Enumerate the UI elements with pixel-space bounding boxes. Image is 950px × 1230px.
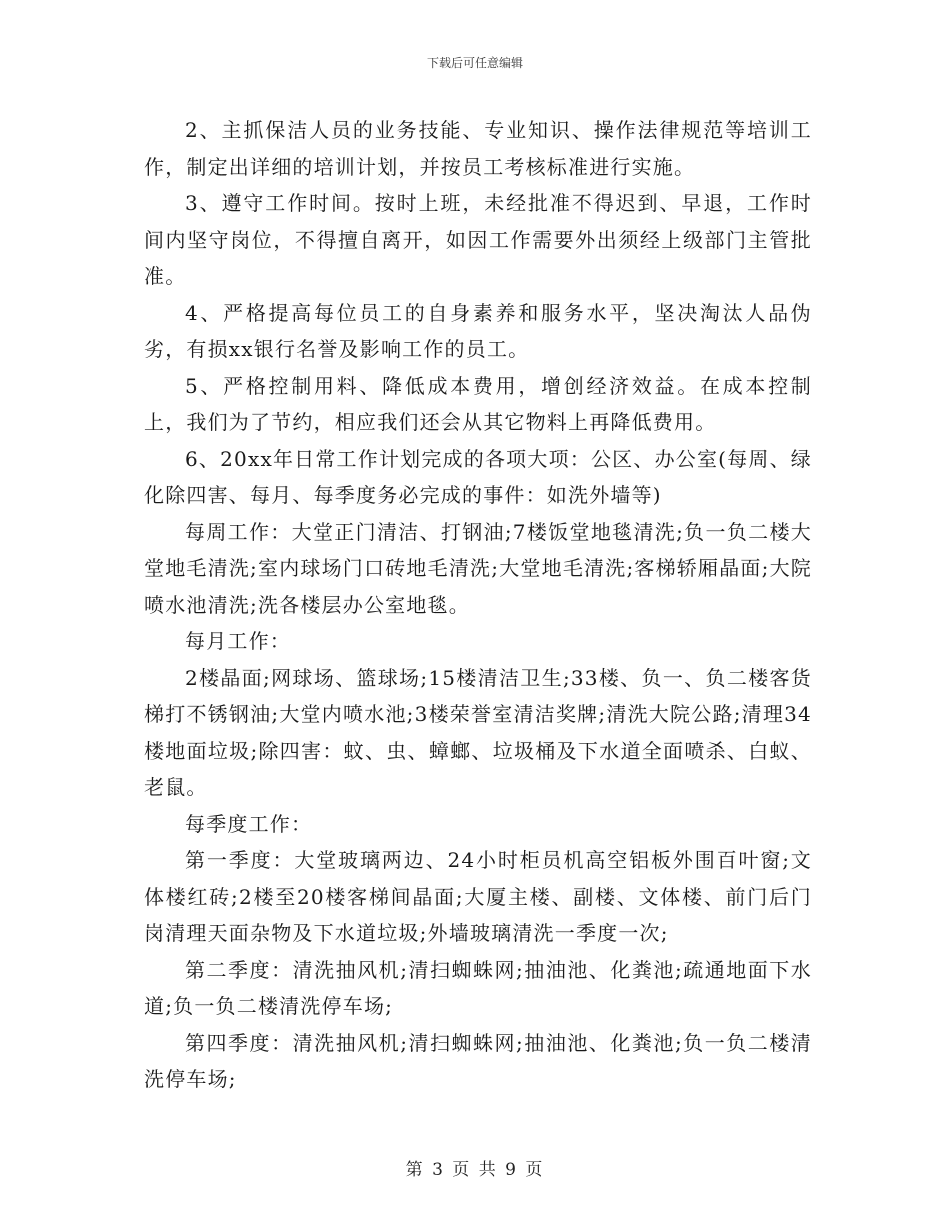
weekly-work-paragraph: 每周工作：大堂正门清洁、打钢油;7楼饭堂地毯清洗;负一负二楼大堂地毛清洗;室内球场门口砖地毛清洗;大堂地毛清洗;客梯轿厢晶面;大院喷水池清洗;洗各楼层办公室地毯。: [144, 519, 812, 617]
fourth-quarter-paragraph: 第四季度：清洗抽风机;清扫蜘蛛网;抽油池、化粪池;负一负二楼清洗停车场;: [144, 1030, 812, 1091]
paragraph-item-3: 3、遵守工作时间。按时上班，未经批准不得迟到、早退，工作时间内坚守岗位，不得擅自离开，如因工作需要外出须经上级部门主管批准。: [144, 191, 812, 288]
monthly-work-heading: 每月工作：: [185, 629, 291, 653]
page-number: 第 3 页 共 9 页: [405, 1160, 545, 1180]
quarterly-work-heading: 每季度工作：: [185, 811, 313, 836]
first-quarter-paragraph: 第一季度：大堂玻璃两边、24小时柜员机高空铝板外围百叶窗;文体楼红砖;2楼至20楼客梯间晶面;大厦主楼、副楼、文体楼、前门后门岗清理天面杂物及下水道垃圾;外墙玻璃清洗一季度一次;: [144, 848, 812, 945]
paragraph-item-5: 5、严格控制用料、降低成本费用，增创经济效益。在成本控制上，我们为了节约，相应我们还会从其它物料上再降低费用。: [144, 373, 812, 434]
paragraph-item-4: 4、严格提高每位员工的自身素养和服务水平，坚决淘汰人品伪劣，有损xx银行名誉及影响工作的员工。: [144, 300, 812, 361]
page-header: 下载后可任意编辑: [426, 56, 523, 70]
monthly-work-paragraph: 2楼晶面;网球场、篮球场;15楼清洁卫生;33楼、负一、负二楼客货梯打不锈钢油;大堂内喷水池;3楼荣誉室清洁奖牌;清洗大院公路;清理34楼地面垃圾;除四害：蚊、虫、蟑螂、垃圾桶及下水道全面喷杀、白蚁、老鼠。: [144, 665, 812, 799]
paragraph-item-2: 2、主抓保洁人员的业务技能、专业知识、操作法律规范等培训工作，制定出详细的培训计划，并按员工考核标准进行实施。: [144, 118, 812, 179]
second-quarter-paragraph: 第二季度：清洗抽风机;清扫蜘蛛网;抽油池、化粪池;疏通地面下水道;负一负二楼清洗停车场;: [144, 957, 812, 1018]
paragraph-item-6: 6、20xx年日常工作计划完成的各项大项：公区、办公室(每周、绿化除四害、每月、每季度务必完成的事件：如洗外墙等): [144, 446, 812, 507]
document-body: [144, 112, 812, 1098]
